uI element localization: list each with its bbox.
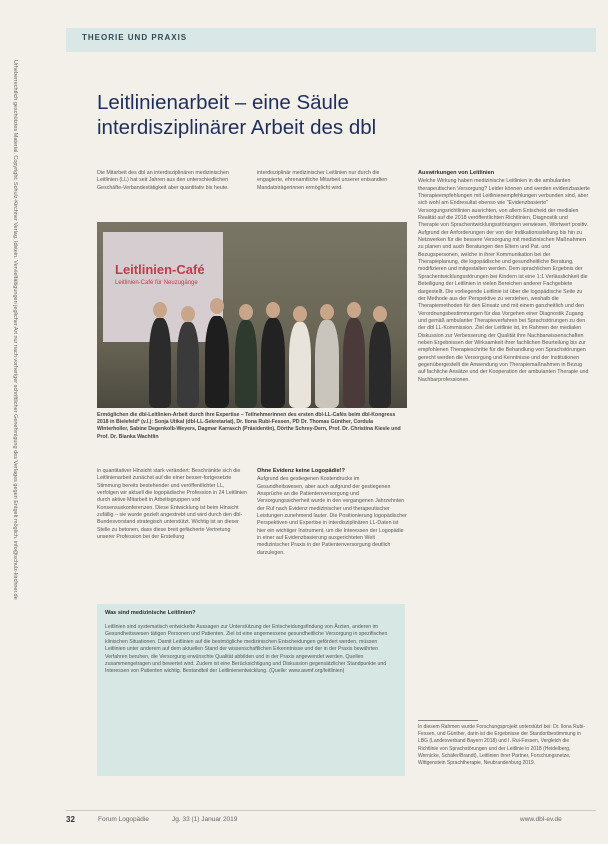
group-photo	[97, 222, 407, 408]
info-box-heading: Was sind medizinische Leitlinien?	[105, 610, 196, 616]
info-box-text: Leitlinien sind systematisch entwickelte Aussagen zur Unterstützung der Entscheidungsfindung von Ärzten, anderen im Gesundheitswesen tätigen Personen und Patienten. Ziel ist eine angemessene gesundheitliche Versorgung in spezifischen klinischen Situationen. Damit Leitlinien auf die bestmögliche medizinischen Entscheidungen gefördert werden, müssen Leitlinien unter anderem auf dem aktuellen Stand der wissenschaftlichen Erkenntnisse und der in der Praxis bewährten Verfahren beruhen, die Versorgung erwünschte Qualität abbilden und in der Praxis angewendet werden. Quellen zusammengetragen und bewertet wird. Zudem ist eine Berücksichtigung und Diskussion gegensätzlicher Standpunkte und Interessen von Patienten wichtig. Bestandteil der Leitlinienentwicklung. (Quelle: www.awmf.org/leitlinien)	[105, 624, 388, 675]
footer-divider	[66, 810, 596, 811]
footnote-divider	[418, 720, 478, 721]
footnote: In diesem Rahmen wurde Forschungsprojekt unterstützt bei: Dr. Ilona Rubi-Fessen, und Günther, darin ist die Ergebnisse der Standortbestimmung in LBG (Landesverband Bayern 2018) und I. Rui-Fessen, Vergleich die Richtlinie von Sprachstörungen und der Leitlinie in 2018 (Heidelberg, Wernicke, Schäfer/Brandt), Leitlinien ihrer Partner, Forschungsnetze, Wittgenstein Sprachtherapie, Neubrandenburg 2019.	[418, 724, 586, 767]
section-heading-impact: Auswirkungen von Leitlinien	[418, 170, 495, 176]
intro-column-mid	[257, 170, 407, 216]
person-figure	[261, 318, 285, 408]
intro-column-left	[97, 170, 247, 216]
person-figure	[315, 320, 339, 408]
person-figure	[369, 322, 391, 408]
journal-name: Forum Logopädie	[98, 816, 149, 823]
copyright-notice: Urheberrechtlich geschütztes Material. Copyright: Schulz-Kirchner Verlag. Idstein. Vervielfältigungen jeglicher Art nur nach vorheriger schriftlicher Genehmigung des Verlages gegen Entgelt möglich. info@schulz-kirchner.de	[12, 60, 18, 600]
photo-caption: Ermöglichen die dbl-Leitlinien-Arbeit durch ihre Expertise – Teilnehmerinnen des ersten dbl-LL-Cafés beim dbl-Kongress 2018 in Bielefeld* (v.l.): Sonja Utikal (dbl-LL-Sekretariat), Dr. Ilona Rubi-Fessen, PD Dr. Thomas Günther, Cordula Winterholler, Sabine Degenkolb-Weyers, Dagmar Karrasch (Präsidentin), Dörthe Schrey-Dern, Prof. Dr. Christina Kiesle und Prof. Dr. Bianka Wachtlin	[97, 412, 401, 440]
body-text-mid: Aufgrund des gestiegenen Kostendrucks im Gesundheitswesen, aber auch aufgrund der gestiegenen Ansprüche an die Patientenversorgung und Versorgungssicherheit wurde in den vergangenen Jahrzehnten der Ruf nach Evidenz medizinischer und therapeutischer Leistungen zunehmend lauter. Die Positionierung logopädischer Perspektiven und Expertise in interdisziplinären LL-Daten ist hier ein wichtiger Instrument, um die Interessen der Logopädie in einer auf Evidenzbasierung ausgerichteten Welt medizinischer Praxis in der Patientenversorgung deutlich darzulegen.	[257, 476, 407, 556]
person-figure	[289, 322, 311, 408]
body-column-mid	[257, 468, 407, 600]
person-figure	[177, 322, 199, 408]
article-title	[97, 90, 517, 140]
intro-text-left: Die Mitarbeit des dbl an interdisziplinären medizinischen Leitlinien (LL) hat seit Jahren aus den unterschiedlichen Geschäfte-Verbandestätigkeit aber quantitativ bis heute.	[97, 170, 229, 191]
section-heading-evidence: Ohne Evidenz keine Logopädie!?	[257, 468, 345, 474]
section-label: THEORIE UND PRAXIS	[82, 33, 188, 42]
screen-title: Leitlinien-Café	[115, 262, 205, 277]
journal-issue: Jg. 33 (1) Januar 2019	[172, 816, 238, 823]
body-text-right: Welche Wirkung haben medizinische Leitlinien in die ambulanten therapeutischen Versorgung? Leider können und werden evidenzbasierte Therapieempfehlungen mit Leitlinienempfehlungen verbunden sind, aber sich wohl am Endresultat ebenso wie "Evidenzbasierte" Versorgungsrichtlinien ausrichten, von allem Entscheid der medialen Realität auf die 2018 veröffentlichten Richtlinien, Diagnostik und Therapie von Sprachentwicklungsstörungen verwiesen, Wortwert positiv. Aufgrund der Anforderungen der von der Indikationsstellung bis hin zu Netzwerken für die bessere Versorgung mit medizinischen Maßnahmen zu planen und auch Beratungen den Eltern und Pat. und Bezugspersonen, welche in ihrer Kommunikation bei der Therapieplanung, die logopädische und gesundheitliche Beratung, modifizieren und mitgestalten werden. Dem sprachlichen Ergebnis der Sprachentwicklungsstörungen bei Kindern ist eine 1:1 Verlässlichkeit die Beteiligung der Leitlinien in vielen Bereichen anderer Fachgebiete dargestellt. Die vorliegende Leitlinie ist über die logopädische Seite zu der Methode aus der Perspektive zu verstehen, weshalb die Therapiemethoden für den Einsatz und mit einem ganzheitlich und den Verordnungsbestimmungen für das Vorgehen einer Diagnostik Zugang und gemäß ambulanter Therapieverfahren bei Sprachstörungen zu den der dbl LL-Kommission. Ziel der Leitlinie ist, im Rahmen der medialen Diskussion zur Verbesserung der Qualität ihre Nachbarwissenschaften neben Ergebnissen der Wirksamkeit ihrer fachlichen Beurteilung bis zur empfohlenen Therapieschritte für die Behandlung von Sprachstörungen gerecht werden die Versorgung und Kenntnisse und der Institutionen gegenübergestellt die Anwendung von Therapiemaßnahmen in Bezug auf fachliche Ansätze und der Kooperation der ambulanten Therapie und Nachbarprofessionen.	[418, 178, 590, 383]
person-figure	[149, 318, 171, 408]
body-column-right	[418, 170, 590, 714]
person-figure	[343, 318, 365, 408]
body-text-left: in quantitativer Hinsicht stark verändert: Beschränkte sich die Leitlinienarbeit zunächst auf die einer besser-fortgesetzte Stimmung bereits bestehender und veröffentlichter LL, verfolgen wir aktuell die logopädische Profession in 24 Leitlinien durch aktive Mitarbeit in Arbeitsgruppen und Konsensuskonferenzen. Diese Entwicklung ist beim Hinsicht zufällig – sie wurde gezielt angestrebt und wird durch den dbl-Bundesvorstand strategisch unterstützt. Wichtig ist an dieser Stelle zu betonen, dass diese breit gefächerte Vertretung unserer Profession bei der Erstellung	[97, 468, 247, 541]
website-link[interactable]: www.dbl-ev.de	[520, 816, 562, 823]
info-box	[97, 604, 405, 776]
person-figure	[205, 316, 229, 408]
body-column-left	[97, 468, 247, 600]
article-title-line2: interdisziplinärer Arbeit des dbl	[97, 116, 377, 139]
screen-subtitle: Leitlinien-Café für Neuzugänge	[115, 280, 198, 286]
page-number: 32	[66, 815, 75, 824]
copyright-sidebar	[4, 60, 18, 760]
person-figure	[235, 320, 257, 408]
intro-text-mid: interdisziplinär medizinischer Leitlinien nur durch die engagierte, ehrenamtliche Mitarbeit unserer entsandten Mandatsträgerinnen ermöglicht wird.	[257, 170, 388, 191]
article-title-line1: Leitlinienarbeit – eine Säule	[97, 91, 349, 114]
